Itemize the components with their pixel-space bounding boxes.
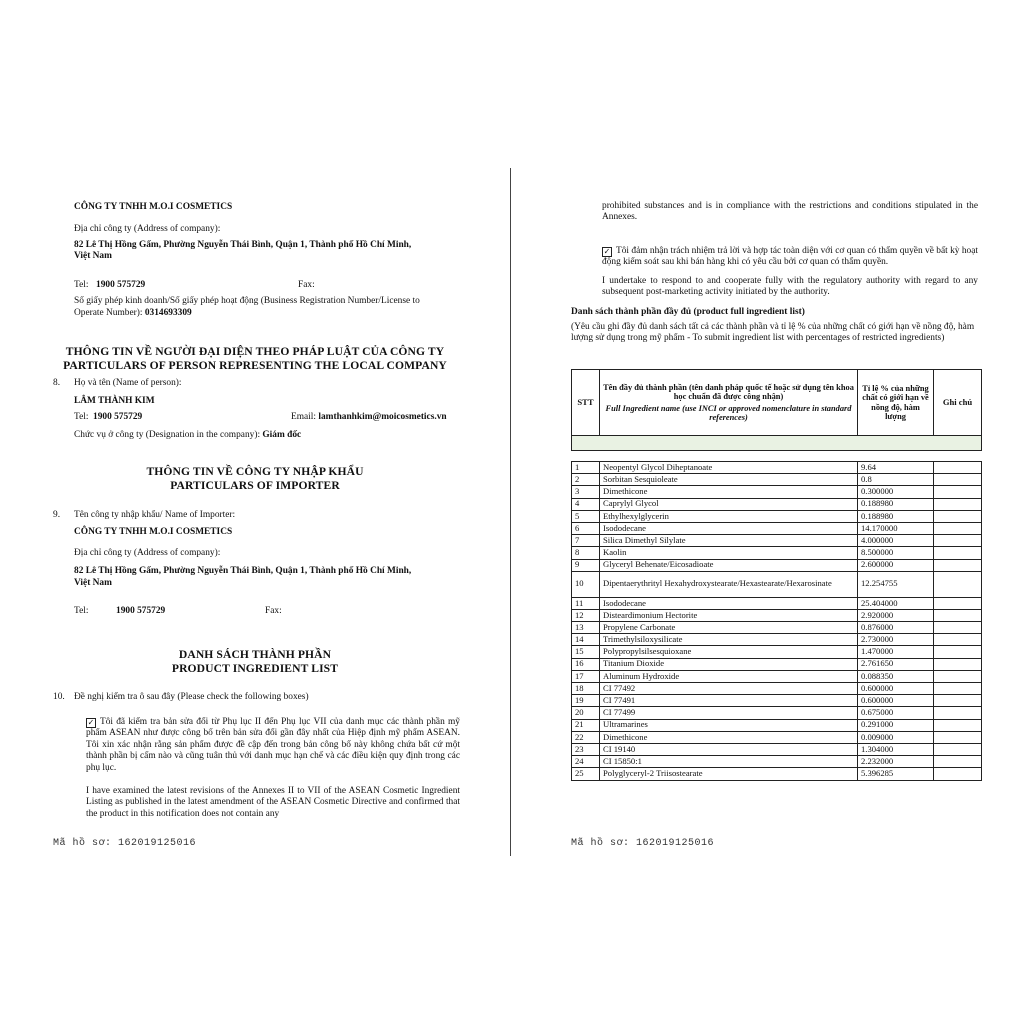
address-line-1: 82 Lê Thị Hồng Gấm, Phường Nguyễn Thái Bình, Quận 1, Thành phố Hồ Chí Minh, [74, 240, 412, 250]
ingredient-percentage: 0.291000 [858, 719, 934, 731]
ingredient-note [934, 634, 982, 646]
table-row [572, 756, 982, 768]
importer-address-line-2: Việt Nam [74, 578, 112, 588]
ingredient-name: CI 19140 [600, 743, 858, 755]
ingredient-percentage: 1.304000 [858, 743, 934, 755]
ingredient-note [934, 609, 982, 621]
ingredient-note [934, 510, 982, 522]
row-number: 4 [572, 498, 600, 510]
row-number: 10 [572, 571, 600, 597]
designation-value: Giám đốc [262, 430, 302, 440]
ingredient-note [934, 756, 982, 768]
table-row [572, 559, 982, 571]
item9-label: Tên công ty nhập khẩu/ Name of Importer: [74, 510, 236, 520]
vi-undertaking-text: Tôi đảm nhận trách nhiệm trả lời và hợp tác toàn diện với cơ quan có thẩm quyền về bất kỳ hoạt động kiểm soát sau khi bán hàng khi có yêu cầu bởi cơ quan có thẩm quyền. [602, 246, 978, 268]
table-row [572, 670, 982, 682]
license-label: Operate Number): [74, 308, 143, 318]
ingredient-percentage: 0.300000 [858, 486, 934, 498]
col-name [600, 370, 858, 436]
importer-tel-value: 1900 575729 [116, 606, 166, 616]
ingredient-name: CI 77492 [600, 683, 858, 695]
address-label: Địa chỉ công ty (Address of company): [74, 224, 221, 234]
table-row [572, 510, 982, 522]
tel-label: Tel: [74, 280, 89, 290]
table-row [572, 646, 982, 658]
row-number: 12 [572, 609, 600, 621]
table-row [572, 498, 982, 510]
rep-heading [40, 345, 470, 373]
importer-fax-label: Fax: [265, 606, 282, 616]
ingredient-note [934, 707, 982, 719]
table-row [572, 768, 982, 780]
vi-declaration [86, 717, 460, 774]
row-number: 5 [572, 510, 600, 522]
table-row [572, 462, 982, 474]
ingredient-note [934, 646, 982, 658]
table-row [572, 474, 982, 486]
ingredient-note [934, 474, 982, 486]
item10-label: Đề nghị kiểm tra ô sau đây (Please check the following boxes) [74, 692, 309, 702]
ingredient-percentage: 0.876000 [858, 622, 934, 634]
table-shaded-row [572, 436, 982, 451]
ingredient-name: Titanium Dioxide [600, 658, 858, 670]
ingredient-name: Isododecane [600, 597, 858, 609]
ingredient-name: Glyceryl Behenate/Eicosadioate [600, 559, 858, 571]
row-number: 25 [572, 768, 600, 780]
ingredient-name: Ethylhexylglycerin [600, 510, 858, 522]
row-number: 6 [572, 522, 600, 534]
ingredient-name: Polyglyceryl-2 Triisostearate [600, 768, 858, 780]
ingredient-name: Neopentyl Glycol Diheptanoate [600, 462, 858, 474]
ingredient-percentage: 0.188980 [858, 498, 934, 510]
table-row [572, 731, 982, 743]
table-row [572, 695, 982, 707]
table-row [572, 597, 982, 609]
table-row [572, 719, 982, 731]
row-number: 23 [572, 743, 600, 755]
ingredient-note [934, 571, 982, 597]
ingredient-name: CI 77491 [600, 695, 858, 707]
item8-label: Họ và tên (Name of person): [74, 378, 182, 388]
importer-tel-label: Tel: [74, 606, 89, 616]
item8-number: 8. [53, 378, 61, 388]
table-row [572, 547, 982, 559]
importer-address-line-1: 82 Lê Thị Hồng Gấm, Phường Nguyễn Thái Bình, Quận 1, Thành phố Hồ Chí Minh, [74, 566, 412, 576]
ingredient-percentage: 0.675000 [858, 707, 934, 719]
ingredient-note [934, 486, 982, 498]
license-line-1: Số giấy phép kinh doanh/Số giấy phép hoạt động (Business Registration Number/License to [74, 296, 420, 306]
ingredient-table-body [572, 436, 982, 781]
ingredient-note [934, 498, 982, 510]
table-row [572, 743, 982, 755]
license-number: 0314693309 [144, 308, 192, 318]
row-number: 24 [572, 756, 600, 768]
continued-text: prohibited substances and is in compliance with the restrictions and conditions stipulated in the Annexes. [602, 201, 978, 223]
ingredient-percentage: 2.600000 [858, 559, 934, 571]
ingredient-percentage: 0.600000 [858, 695, 934, 707]
row-number: 17 [572, 670, 600, 682]
ingredient-name: Propylene Carbonate [600, 622, 858, 634]
ingredient-percentage: 14.170000 [858, 522, 934, 534]
ingredient-note [934, 547, 982, 559]
fax-label: Fax: [298, 280, 315, 290]
ingredient-percentage: 25.404000 [858, 597, 934, 609]
ingredient-name: Disteardimonium Hectorite [600, 609, 858, 621]
ingredient-name: Ultramarines [600, 719, 858, 731]
table-row [572, 486, 982, 498]
row-number: 11 [572, 597, 600, 609]
license-line-2 [74, 308, 192, 319]
page-divider [510, 168, 511, 856]
table-blank-row [572, 451, 982, 462]
row-number: 2 [572, 474, 600, 486]
ingredient-note [934, 743, 982, 755]
table-row [572, 522, 982, 534]
checkbox-checked-icon[interactable]: ✓ [603, 247, 611, 256]
vi-undertaking [602, 246, 978, 269]
ingredient-name: CI 77499 [600, 707, 858, 719]
ingredient-percentage: 0.188980 [858, 510, 934, 522]
full-list-title: Danh sách thành phần đầy đủ (product full ingredient list) [571, 307, 805, 317]
row-number: 15 [572, 646, 600, 658]
ingredient-percentage: 0.600000 [858, 683, 934, 695]
ingredient-name: Trimethylsiloxysilicate [600, 634, 858, 646]
col-stt: STT [572, 370, 600, 436]
row-number: 1 [572, 462, 600, 474]
full-list-note: (Yêu cầu ghi đầy đủ danh sách tất cả các thành phần và tỉ lệ % của những chất có giới hạn về nồng độ, hàm lượng sử dụng trong mỹ phẩm - To submit ingredient list with percentages of restricted ingredients) [571, 322, 975, 344]
table-row [572, 609, 982, 621]
ingredient-table [571, 369, 982, 781]
row-number: 21 [572, 719, 600, 731]
person-name: LÂM THÀNH KIM [74, 396, 155, 406]
rep-heading-en: PARTICULARS OF PERSON REPRESENTING THE LOCAL COMPANY [63, 359, 447, 373]
ingredient-note [934, 522, 982, 534]
row-number: 8 [572, 547, 600, 559]
row-number: 3 [572, 486, 600, 498]
ingredient-name: Dimethicone [600, 731, 858, 743]
email-value: lamthanhkim@moicosmetics.vn [318, 412, 447, 422]
en-declaration: I have examined the latest revisions of the Annexes II to VII of the ASEAN Cosmetic Ingredient Listing as published in the latest amendment of the ASEAN Cosmetic Directive and confirmed that the product in this notification does not contain any [86, 786, 460, 819]
importer-address-label: Địa chỉ công ty (Address of company): [74, 548, 221, 558]
col-percentage: Tỉ lệ % của những chất có giới hạn về nồng độ, hàm lượng [858, 370, 934, 436]
ingredient-percentage: 1.470000 [858, 646, 934, 658]
email-row [291, 412, 447, 423]
ingredient-percentage: 0.8 [858, 474, 934, 486]
company-name: CÔNG TY TNHH M.O.I COSMETICS [74, 202, 233, 212]
ingredient-note [934, 597, 982, 609]
table-row [572, 535, 982, 547]
importer-heading-en: PARTICULARS OF IMPORTER [170, 479, 340, 493]
ingredient-name: Silica Dimethyl Silylate [600, 535, 858, 547]
ingredient-note [934, 559, 982, 571]
importer-heading-vi: THÔNG TIN VỀ CÔNG TY NHẬP KHẨU [146, 465, 364, 478]
row-number: 22 [572, 731, 600, 743]
right-page [512, 0, 1024, 1024]
table-row [572, 634, 982, 646]
ingredient-percentage: 2.232000 [858, 756, 934, 768]
file-code: Mã hồ sơ: 162019125016 [53, 838, 197, 849]
designation-label: Chức vụ ở công ty (Designation in the company): [74, 430, 261, 440]
ingredient-note [934, 670, 982, 682]
ingredient-name: Sorbitan Sesquioleate [600, 474, 858, 486]
ingredient-note [934, 535, 982, 547]
left-page [0, 0, 510, 1024]
ingredient-percentage: 9.64 [858, 462, 934, 474]
ingredient-note [934, 695, 982, 707]
ingredient-note [934, 622, 982, 634]
ingredient-note [934, 658, 982, 670]
person-tel: 1900 575729 [93, 412, 143, 422]
ingredient-name: Dipentaerythrityl Hexahydroxystearate/Hexastearate/Hexarosinate [600, 571, 858, 597]
ingredient-list-heading-vi: DANH SÁCH THÀNH PHẦN [178, 648, 332, 661]
person-tel-label: Tel: [74, 412, 89, 422]
ingredient-name: Kaolin [600, 547, 858, 559]
col-name-en: Full Ingredient name (use INCI or approved nomenclature in standard references) [605, 404, 852, 423]
ingredient-list-heading [40, 648, 470, 676]
ingredient-percentage: 4.000000 [858, 535, 934, 547]
designation-row [74, 430, 301, 441]
ingredient-percentage: 12.254755 [858, 571, 934, 597]
table-row [572, 622, 982, 634]
ingredient-percentage: 0.088350 [858, 670, 934, 682]
ingredient-percentage: 2.730000 [858, 634, 934, 646]
col-note: Ghi chú [934, 370, 982, 436]
ingredient-percentage: 8.500000 [858, 547, 934, 559]
row-number: 7 [572, 535, 600, 547]
ingredient-name: Polypropylsilsesquioxane [600, 646, 858, 658]
table-row [572, 707, 982, 719]
importer-heading [40, 465, 470, 493]
row-number: 16 [572, 658, 600, 670]
ingredient-list-heading-en: PRODUCT INGREDIENT LIST [171, 662, 339, 676]
ingredient-name: Aluminum Hydroxide [600, 670, 858, 682]
ingredient-percentage: 0.009000 [858, 731, 934, 743]
ingredient-percentage: 2.761650 [858, 658, 934, 670]
ingredient-note [934, 731, 982, 743]
row-number: 14 [572, 634, 600, 646]
vi-declaration-text: Tôi đã kiểm tra bản sửa đổi từ Phụ lục II đến Phụ lục VII của danh mục các thành phần mỹ phẩm ASEAN như được công bố trên bản sửa đổi gần đây nhất của Hiệp định mỹ phẩm ASEAN. Tôi xin xác nhận rằng sản phẩm được đề cập đến trong bản công bố này không chứa bất cứ một thành phần bị cấm nào và cũng tuân thủ với danh mục hạn chế và các điều kiện quy định trong các phụ lục. [86, 717, 460, 773]
item9-number: 9. [53, 510, 61, 520]
col-name-vi: Tên đầy đủ thành phần (tên danh pháp quốc tế hoặc sử dụng tên khoa học chuẩn đã được công nhận) [603, 382, 854, 401]
ingredient-name: CI 15850:1 [600, 756, 858, 768]
row-number: 9 [572, 559, 600, 571]
address-line-2: Việt Nam [74, 251, 112, 261]
ingredient-name: Isododecane [600, 522, 858, 534]
ingredient-note [934, 462, 982, 474]
row-number: 20 [572, 707, 600, 719]
ingredient-name: Caprylyl Glycol [600, 498, 858, 510]
item10-number: 10. [53, 692, 65, 702]
ingredient-percentage: 5.396285 [858, 768, 934, 780]
rep-heading-vi: THÔNG TIN VỀ NGƯỜI ĐẠI DIỆN THEO PHÁP LUẬT CỦA CÔNG TY [65, 345, 445, 358]
row-number: 18 [572, 683, 600, 695]
ingredient-name: Dimethicone [600, 486, 858, 498]
table-row [572, 658, 982, 670]
importer-name: CÔNG TY TNHH M.O.I COSMETICS [74, 527, 233, 537]
en-undertaking: I undertake to respond to and cooperate fully with the regulatory authority with regard to any subsequent post-marketing activity initiated by the authority. [602, 276, 978, 298]
table-row [572, 683, 982, 695]
ingredient-note [934, 683, 982, 695]
ingredient-note [934, 768, 982, 780]
email-label: Email: [291, 412, 316, 422]
row-number: 13 [572, 622, 600, 634]
tel-value: 1900 575729 [96, 280, 146, 290]
table-row [572, 571, 982, 597]
file-code-right: Mã hồ sơ: 162019125016 [571, 838, 715, 849]
checkbox-checked-icon[interactable]: ✓ [87, 718, 95, 727]
table-header-row [572, 370, 982, 436]
row-number: 19 [572, 695, 600, 707]
ingredient-note [934, 719, 982, 731]
ingredient-percentage: 2.920000 [858, 609, 934, 621]
